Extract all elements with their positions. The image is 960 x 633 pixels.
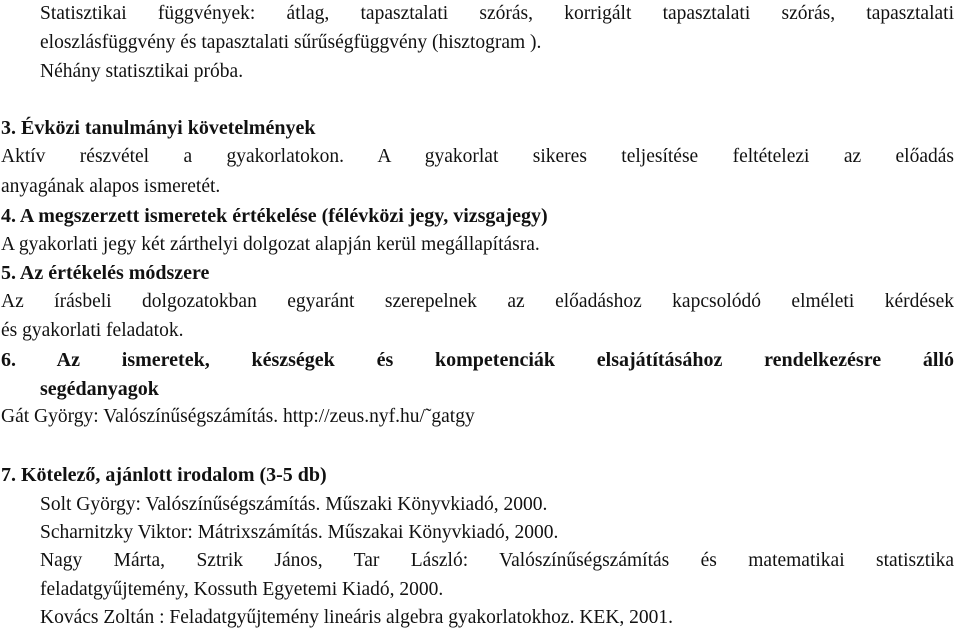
reference-1: Solt György: Valószínűségszámítás. Műszaki Könyvkiadó, 2000. (40, 494, 548, 515)
section-5-body-line-2: és gyakorlati feladatok. (1, 320, 184, 341)
reference-4: Kovács Zoltán : Feladatgyűjtemény lineáris algebra gyakorlatokhoz. KEK, 2001. (40, 607, 674, 628)
reference-3-line-2: feladatgyűjtemény, Kossuth Egyetemi Kiadó, 2000. (40, 579, 444, 600)
section-3-title: 3. Évközi tanulmányi követelmények (1, 117, 316, 139)
section-6-title-line-1: 6. Az ismeretek, készségek és kompetenciák elsajátításához rendelkezésre álló (1, 349, 954, 371)
section-3-body-line-2: anyagának alapos ismeretét. (1, 176, 221, 197)
intro-line-2: eloszlásfüggvény és tapasztalati sűrűségfüggvény (hisztogram ). (40, 32, 542, 53)
reference-3-line-1: Nagy Márta, Sztrik János, Tar László: Valószínűségszámítás és matematikai statisztika (40, 550, 954, 571)
section-6-body: Gát György: Valószínűségszámítás. http://zeus.nyf.hu/˜gatgy (1, 406, 475, 427)
section-7-title: 7. Kötelező, ajánlott irodalom (3-5 db) (1, 464, 327, 486)
section-6-title-line-2: segédanyagok (40, 378, 159, 400)
section-3-body-line-1: Aktív részvétel a gyakorlatokon. A gyakorlat sikeres teljesítése feltételezi az előadás (1, 146, 954, 167)
reference-2: Scharnitzky Viktor: Mátrixszámítás. Műszakai Könyvkiadó, 2000. (40, 522, 559, 543)
section-4-title: 4. A megszerzett ismeretek értékelése (félévközi jegy, vizsgajegy) (1, 205, 548, 227)
intro-line-1: Statisztikai függvények: átlag, tapasztalati szórás, korrigált tapasztalati szórás, tapasztalati (40, 3, 954, 24)
section-5-title: 5. Az értékelés módszere (1, 262, 210, 284)
section-4-body: A gyakorlati jegy két zárthelyi dolgozat alapján kerül megállapításra. (1, 234, 540, 255)
intro-line-3: Néhány statisztikai próba. (40, 61, 244, 82)
section-5-body-line-1: Az írásbeli dolgozatokban egyaránt szerepelnek az előadáshoz kapcsolódó elméleti kérdések (1, 291, 954, 312)
